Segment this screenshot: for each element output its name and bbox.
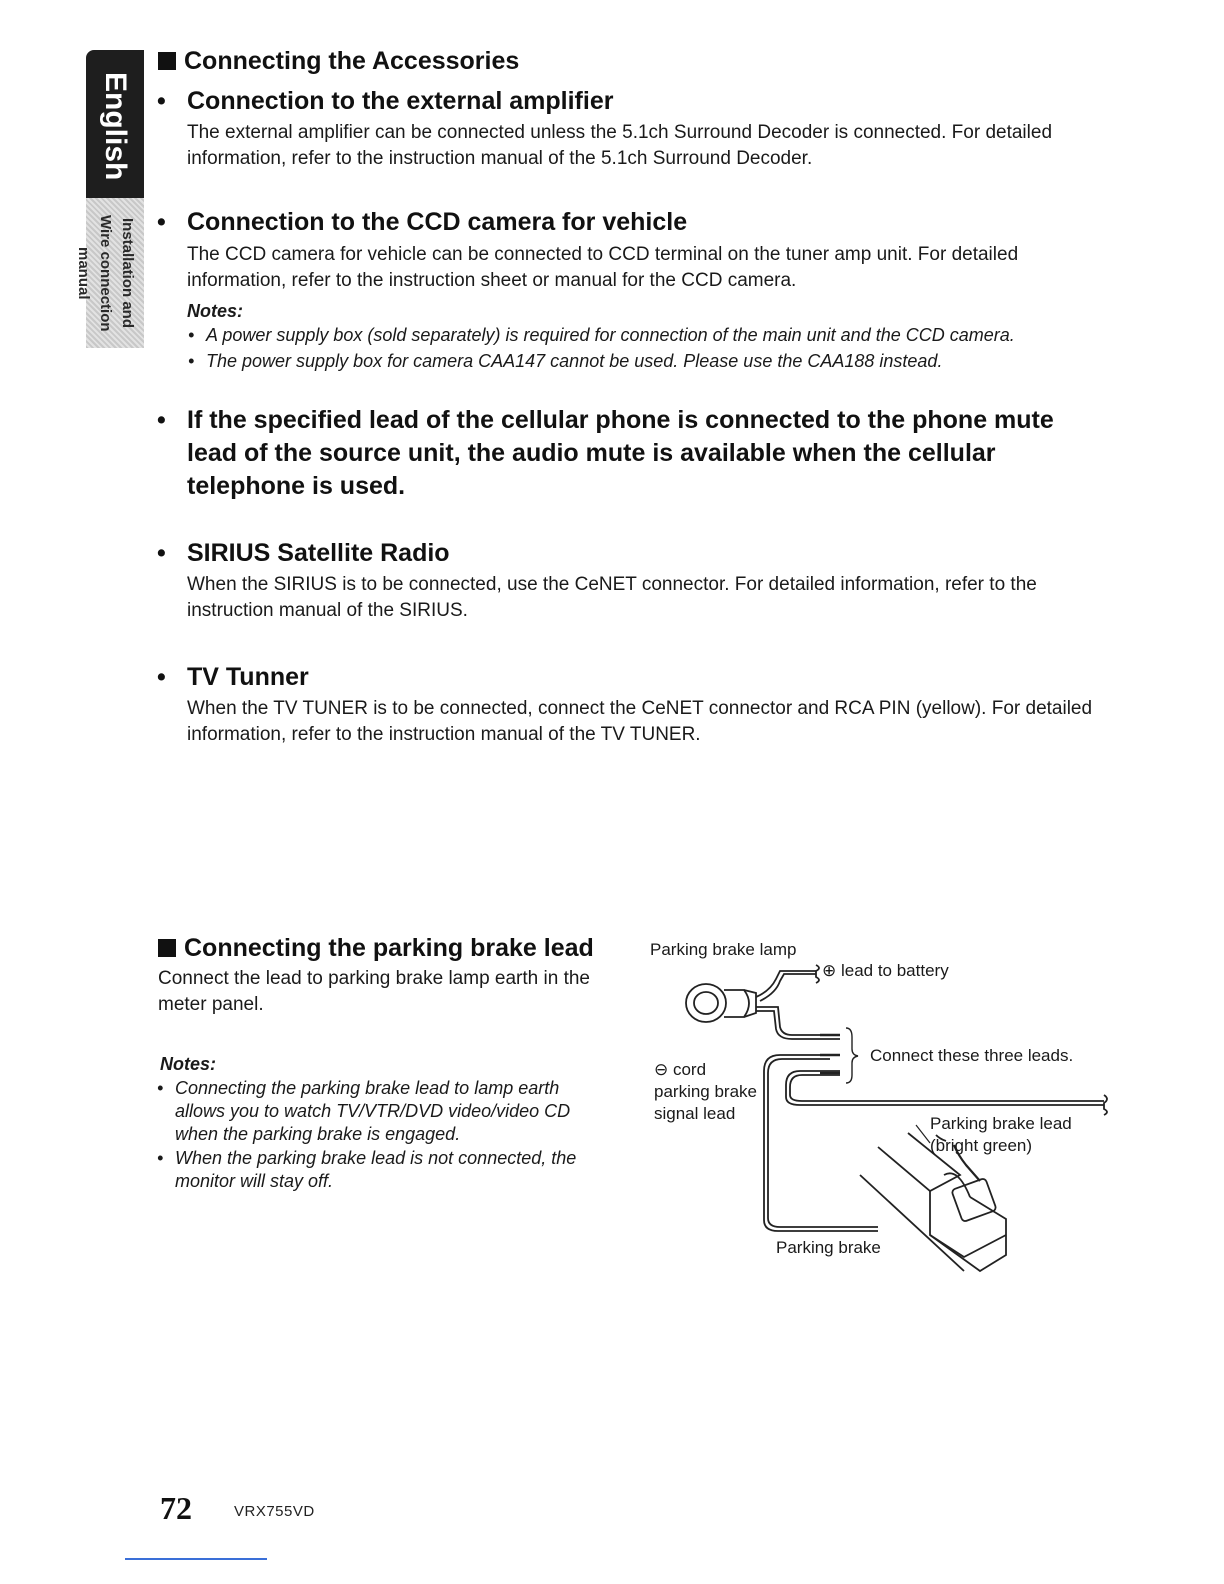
note-bullet-icon: • — [157, 1078, 164, 1098]
label-parking-brake-lead: Parking brake lead (bright green) — [930, 1114, 1072, 1155]
note-parking-2: • When the parking brake lead is not connected, the monitor will stay off. — [157, 1148, 577, 1191]
lamp-bulb-icon — [686, 984, 756, 1022]
note-bullet-icon: • — [188, 325, 195, 345]
square-bullet-icon — [158, 52, 176, 70]
note-bullet-icon: • — [188, 351, 195, 371]
label-parking-brake-lamp: Parking brake lamp — [650, 940, 797, 959]
plus-lead-wire-2 — [760, 974, 816, 1001]
bullet-icon: • — [157, 87, 166, 115]
para-tv-tuner: When the TV TUNER is to be connected, connect the CeNET connector and RCA PIN (yellow). For detailed information, refer to the instruction manual of the TV TUNER. — [187, 698, 1093, 745]
bullet-icon: • — [157, 663, 166, 691]
side-tab-subtitle: Installation and Wire connection manual — [75, 214, 136, 332]
para-sirius: When the SIRIUS is to be connected, use the CeNET connector. For detailed information, refer to the instruction manual of the SIRIUS. — [187, 574, 1037, 621]
bullet-icon: • — [157, 539, 166, 567]
parking-brake-diagram — [640, 935, 1120, 1295]
label-plus-lead: ⊕ lead to battery — [822, 961, 949, 980]
page-number: 72 — [160, 1490, 192, 1526]
para-parking-brake: Connect the lead to parking brake lamp earth in the meter panel. — [158, 968, 590, 1015]
heading-tv-tuner: • TV Tunner — [157, 663, 309, 691]
label-parking-brake: Parking brake — [776, 1238, 881, 1257]
heading-cellular-phone: • If the specified lead of the cellular phone is connected to the phone mute lead of the source unit, the audio mute is available when the cellular telephone is used. — [157, 406, 1054, 500]
side-tab-language: English — [99, 71, 132, 181]
bullet-icon: • — [157, 406, 166, 434]
section-title-accessories: Connecting the Accessories — [158, 47, 519, 76]
section-title-parking-brake: Connecting the parking brake lead — [158, 934, 594, 963]
note-ccd-1: • A power supply box (sold separately) is required for connection of the main unit and the CCD camera. — [188, 325, 1015, 345]
label-signal-lead: parking brake signal lead — [654, 1082, 758, 1123]
label-connect-three-leads: Connect these three leads. — [870, 1046, 1074, 1065]
notes-title-parking: Notes: — [160, 1054, 217, 1074]
heading-ccd-camera: • Connection to the CCD camera for vehicle — [157, 208, 688, 236]
model-number: VRX755VD — [234, 1503, 315, 1520]
square-bullet-icon — [158, 939, 176, 957]
label-minus-cord: ⊖ cord — [654, 1060, 707, 1079]
para-external-amplifier: The external amplifier can be connected unless the 5.1ch Surround Decoder is connected. For detailed information, refer to the instruction manual of the 5.1ch Surround Decoder. — [187, 122, 1053, 169]
minus-cord-wire — [764, 1055, 878, 1231]
para-ccd-camera: The CCD camera for vehicle can be connected to CCD terminal on the tuner amp unit. For detailed information, refer to the instruction sheet or manual for the CCD camera. — [187, 244, 1019, 291]
notes-title-ccd: Notes: — [187, 301, 244, 321]
heading-external-amplifier: • Connection to the external amplifier — [157, 87, 614, 115]
side-tab — [75, 50, 144, 348]
note-parking-1: • Connecting the parking brake lead to lamp earth allows you to watch TV/VTR/DVD video/video CD when the parking brake is engaged. — [157, 1078, 571, 1144]
plus-lead-wire — [756, 971, 816, 997]
note-ccd-2: • The power supply box for camera CAA147 cannot be used. Please use the CAA188 instead. — [188, 351, 943, 371]
bullet-icon: • — [157, 208, 166, 236]
heading-sirius: • SIRIUS Satellite Radio — [157, 539, 450, 567]
note-bullet-icon: • — [157, 1148, 164, 1168]
parking-brake-lead-wire — [786, 1071, 1104, 1105]
footer-rule — [125, 1558, 267, 1560]
